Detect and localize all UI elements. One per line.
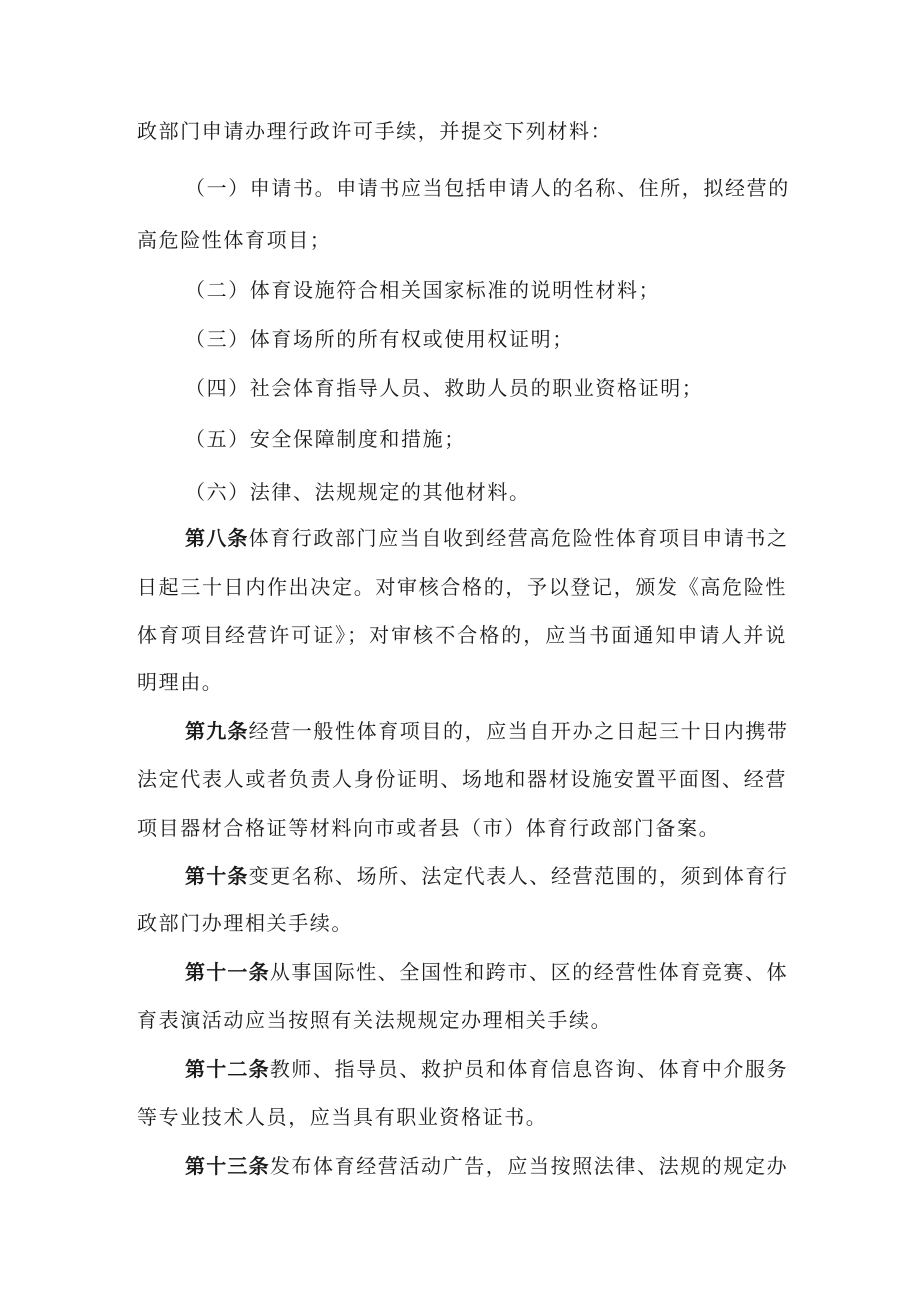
article-line: 第八条体育行政部门应当自收到经营高危险性体育项目申请书之	[185, 526, 789, 550]
article-heading: 第十条	[185, 864, 249, 888]
text-line: （六）法律、法规规定的其他材料。	[185, 480, 531, 504]
text-line: 政部门办理相关手续。	[137, 911, 353, 935]
text-line: 高危险性体育项目；	[137, 228, 332, 252]
text-line: （五）安全保障制度和措施；	[185, 427, 466, 451]
text-line: 等专业技术人员，应当具有职业资格证书。	[137, 1105, 548, 1129]
text-line: 明理由。	[137, 670, 224, 694]
article-line: 第十条变更名称、场所、法定代表人、经营范围的，须到体育行	[185, 864, 789, 888]
text-line: 体育项目经营许可证》；对审核不合格的，应当书面通知申请人并说	[137, 623, 787, 647]
article-heading: 第十一条	[185, 960, 270, 984]
text-line: （一）申请书。申请书应当包括申请人的名称、住所，拟经营的	[185, 176, 790, 200]
article-heading: 第十二条	[185, 1057, 270, 1081]
article-heading: 第九条	[185, 719, 249, 743]
text-line: （二）体育设施符合相关国家标准的说明性材料；	[185, 278, 661, 302]
text-line: 法定代表人或者负责人身份证明、场地和器材设施安置平面图、经营	[137, 767, 787, 791]
text-line: 项目器材合格证等材料向市或者县（市）体育行政部门备案。	[137, 816, 721, 840]
article-line: 第十一条从事国际性、全国性和跨市、区的经营性体育竞赛、体	[185, 960, 789, 984]
article-line: 第十二条教师、指导员、救护员和体育信息咨询、体育中介服务	[185, 1057, 789, 1081]
article-heading: 第十三条	[185, 1154, 270, 1178]
text-line: （三）体育场所的所有权或使用权证明；	[185, 327, 574, 351]
article-heading: 第八条	[185, 526, 249, 550]
text-line: 政部门申请办理行政许可手续，并提交下列材料：	[137, 119, 613, 143]
article-line: 第十三条发布体育经营活动广告，应当按照法律、法规的规定办	[185, 1154, 789, 1178]
text-line: 育表演活动应当按照有关法规规定办理相关手续。	[137, 1008, 613, 1032]
article-line: 第九条经营一般性体育项目的，应当自开办之日起三十日内携带	[185, 719, 789, 743]
text-line: （四）社会体育指导人员、救助人员的职业资格证明；	[185, 376, 704, 400]
text-line: 日起三十日内作出决定。对审核合格的，予以登记，颁发《高危险性	[137, 575, 787, 599]
